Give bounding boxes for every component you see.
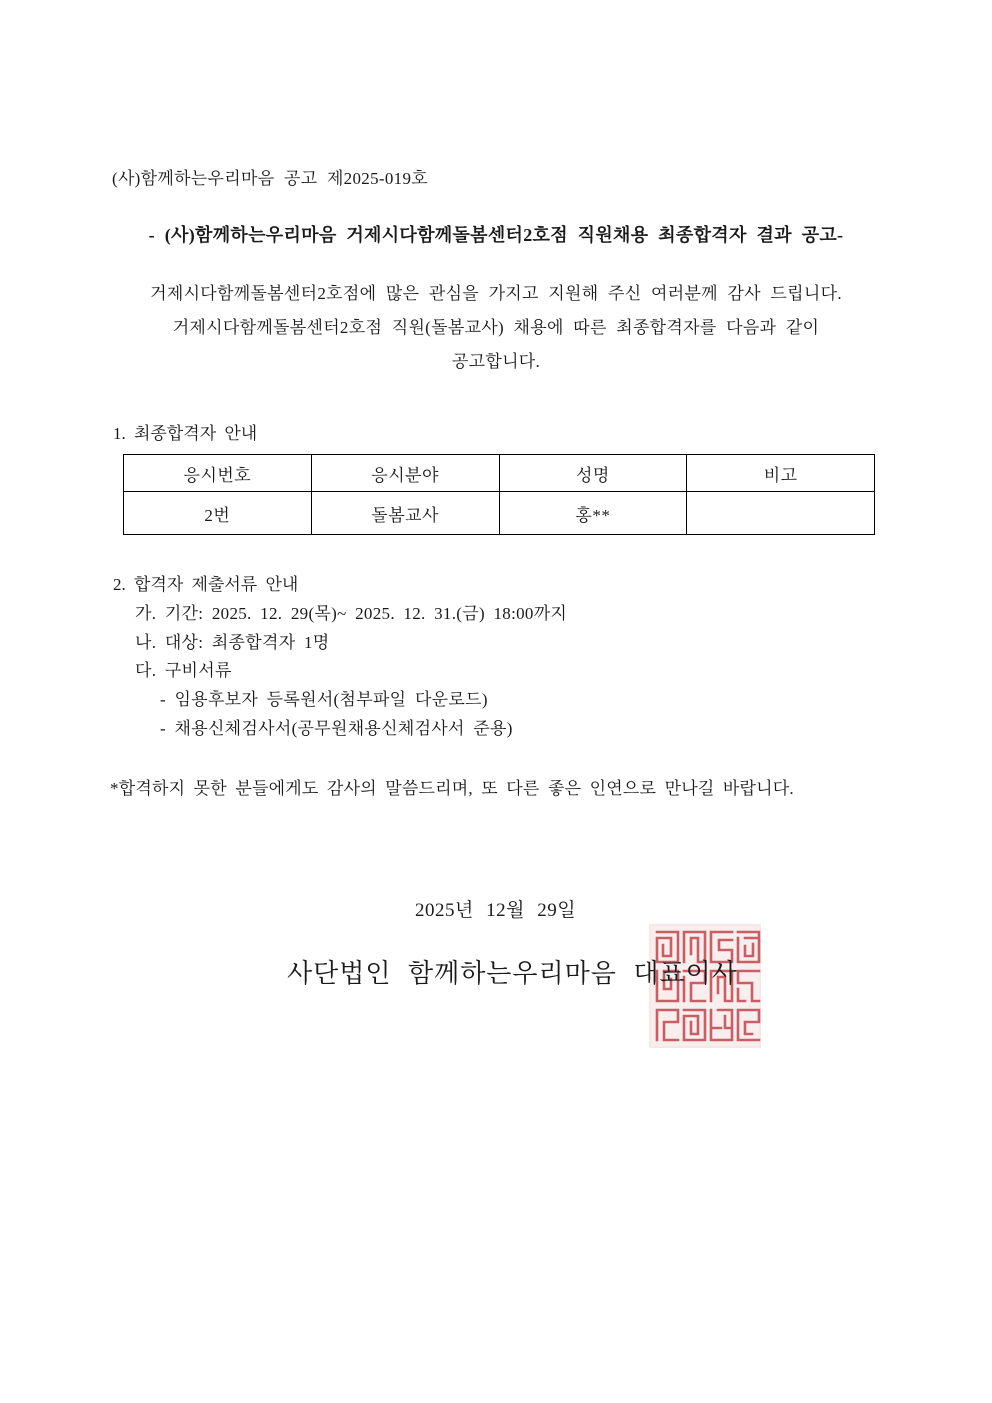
final-pass-table	[123, 454, 875, 535]
intro-line-2: 거제시다함께돌봄센터2호점 직원(돌봄교사) 채용에 따른 최종합격자를 다음과 같이	[172, 318, 820, 337]
col-header-exam-field: 응시분야	[311, 455, 499, 492]
section2-item-documents: 다. 구비서류	[135, 661, 232, 680]
cell-remarks	[687, 492, 875, 535]
intro-line-1: 거제시다함께돌봄센터2호점에 많은 관심을 가지고 지원해 주신 여러분께 감사 드립니다.	[150, 284, 842, 303]
cell-name: 홍**	[499, 492, 687, 535]
section2-subitem-registration-form: - 임용후보자 등록원서(첨부파일 다운로드)	[160, 690, 488, 709]
closing-note: *합격하지 못한 분들에게도 감사의 말씀드리며, 또 다른 좋은 인연으로 만나길 바랍니다.	[110, 779, 794, 798]
section2-item-target: 나. 대상: 최종합격자 1명	[135, 633, 330, 652]
table-row	[124, 492, 875, 535]
cell-exam-number: 2번	[124, 492, 312, 535]
col-header-name: 성명	[499, 455, 687, 492]
doc-number: (사)함께하는우리마음 공고 제2025-019호	[112, 169, 428, 188]
section1-heading: 1. 최종합격자 안내	[113, 424, 258, 443]
signature-line: 사단법인 함께하는우리마음 대표이사	[287, 959, 738, 988]
col-header-remarks: 비고	[687, 455, 875, 492]
cell-exam-field: 돌봄교사	[311, 492, 499, 535]
col-header-exam-number: 응시번호	[124, 455, 312, 492]
table-header-row	[124, 455, 875, 492]
section2-item-period: 가. 기간: 2025. 12. 29(목)~ 2025. 12. 31.(금) 18:00까지	[135, 604, 568, 623]
announcement-date: 2025년 12월 29일	[415, 900, 577, 921]
section2-heading: 2. 합격자 제출서류 안내	[113, 575, 299, 594]
page-title: - (사)함께하는우리마음 거제시다함께돌봄센터2호점 직원채용 최종합격자 결과 공고-	[148, 225, 844, 245]
intro-line-3: 공고합니다.	[451, 352, 541, 371]
section2-subitem-medical-exam: - 채용신체검사서(공무원채용신체검사서 준용)	[160, 719, 513, 738]
intro-paragraph	[0, 277, 992, 379]
